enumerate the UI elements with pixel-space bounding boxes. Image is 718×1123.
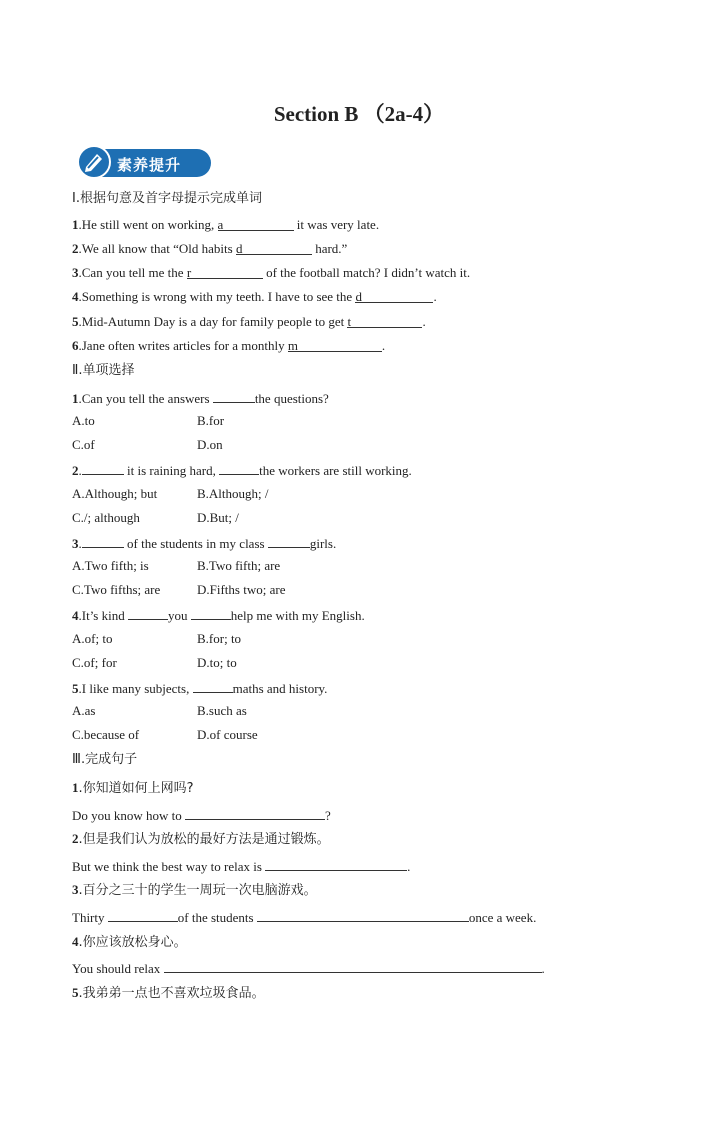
option-b[interactable]: B.for; to — [197, 631, 242, 646]
item-text: .Can you tell me the — [78, 265, 187, 280]
hint-letter: d — [235, 241, 243, 256]
answer-blank[interactable] — [164, 959, 542, 973]
option-row — [72, 437, 223, 453]
part1-heading: Ⅰ.根据句意及首字母提示完成单词 — [72, 191, 262, 206]
answer-blank[interactable] — [355, 289, 433, 303]
chinese-text: .百分之三十的学生一周玩一次电脑游戏。 — [78, 883, 317, 898]
banner-label: 素养提升 — [117, 156, 182, 174]
stem-text: of the students in my class — [123, 536, 268, 551]
hint-letter: d — [355, 289, 362, 304]
hint-letter: a — [217, 217, 224, 232]
option-row — [72, 413, 225, 429]
item-number: 6 — [72, 338, 79, 353]
part1-item — [72, 217, 379, 233]
sentence-text: Do you know how to — [72, 808, 186, 823]
answer-blank[interactable] — [268, 534, 310, 548]
question-number: 3 — [72, 536, 79, 551]
item-number: 3 — [72, 265, 79, 280]
chinese-text: .你应该放松身心。 — [78, 935, 187, 950]
hint-letter: t — [347, 314, 352, 329]
option-c[interactable]: C.of — [72, 437, 95, 452]
option-row — [72, 486, 269, 502]
option-row — [72, 582, 286, 598]
chinese-prompt — [72, 882, 317, 899]
item-text: .Jane often writes articles for a monthly — [78, 338, 288, 353]
option-a[interactable]: A.of; to — [72, 631, 113, 646]
answer-blank[interactable] — [185, 806, 325, 820]
stem-text: maths and history. — [232, 681, 328, 696]
option-d[interactable]: D.on — [197, 437, 223, 452]
answer-blank[interactable] — [187, 265, 263, 279]
section-banner — [77, 145, 211, 179]
part1-item — [72, 241, 347, 257]
option-a[interactable]: A.Two fifth; is — [72, 558, 149, 573]
stem-text: .I like many subjects, — [78, 681, 193, 696]
stem-text: you — [167, 608, 191, 623]
english-sentence — [72, 908, 536, 926]
item-text: . — [433, 289, 437, 304]
chinese-text: .我弟弟一点也不喜欢垃圾食品。 — [78, 986, 265, 1001]
option-a[interactable]: A.Although; but — [72, 486, 158, 501]
item-number: 2 — [72, 831, 79, 846]
hint-letter: r — [186, 265, 192, 280]
question-stem — [72, 679, 327, 697]
option-c[interactable]: C.because of — [72, 727, 140, 742]
part1-item — [72, 314, 426, 330]
option-row — [72, 727, 258, 743]
option-row — [72, 558, 281, 574]
part3-heading: Ⅲ.完成句子 — [72, 752, 138, 767]
option-c[interactable]: C.of; for — [72, 655, 117, 670]
chinese-prompt — [72, 831, 330, 848]
option-d[interactable]: D.But; / — [197, 510, 239, 525]
pen-badge-icon — [77, 145, 111, 179]
item-text: .We all know that “Old habits — [78, 241, 236, 256]
item-number: 1 — [72, 780, 79, 795]
english-sentence — [72, 857, 410, 875]
answer-blank[interactable] — [108, 908, 178, 922]
item-text: .Mid-Autumn Day is a day for family people to get — [78, 314, 348, 329]
hint-letter: m — [287, 338, 299, 353]
option-c[interactable]: C./; although — [72, 510, 140, 525]
answer-blank[interactable] — [347, 314, 422, 328]
item-number: 5 — [72, 985, 79, 1000]
sentence-text: . — [541, 961, 545, 976]
answer-blank[interactable] — [193, 679, 233, 693]
answer-blank[interactable] — [191, 606, 231, 620]
stem-text: .Can you tell the answers — [78, 391, 213, 406]
stem-text: . — [78, 463, 82, 478]
part1-item — [72, 338, 385, 354]
question-number: 2 — [72, 463, 79, 478]
answer-blank[interactable] — [257, 908, 469, 922]
answer-blank[interactable] — [82, 534, 124, 548]
sentence-text: But we think the best way to relax is — [72, 859, 266, 874]
item-text: .Something is wrong with my teeth. I have to see the — [78, 289, 356, 304]
option-d[interactable]: D.of course — [197, 727, 258, 742]
chinese-prompt — [72, 934, 187, 951]
chinese-text: .你知道如何上网吗? — [78, 781, 194, 796]
question-stem — [72, 389, 329, 407]
sentence-text: ? — [325, 808, 331, 823]
item-text: .He still went on working, — [78, 217, 218, 232]
item-text: hard.” — [311, 241, 348, 256]
item-number: 1 — [72, 217, 79, 232]
item-number: 3 — [72, 882, 79, 897]
chinese-text: .但是我们认为放松的最好方法是通过锻炼。 — [78, 832, 330, 847]
item-number: 4 — [72, 934, 79, 949]
stem-text: .It’s kind — [78, 608, 128, 623]
stem-text: help me with my English. — [230, 608, 365, 623]
answer-blank[interactable] — [236, 241, 312, 255]
option-row — [72, 703, 247, 719]
option-a[interactable]: A.to — [72, 413, 95, 428]
item-text: . — [381, 338, 386, 353]
item-number: 4 — [72, 289, 79, 304]
english-sentence — [72, 806, 331, 824]
chinese-prompt — [72, 985, 265, 1002]
sentence-text: . — [407, 859, 411, 874]
answer-blank[interactable] — [288, 338, 382, 352]
question-stem — [72, 534, 336, 552]
stem-text: . — [78, 536, 82, 551]
answer-blank[interactable] — [82, 461, 124, 475]
item-text: of the football match? I didn’t watch it. — [262, 265, 471, 280]
stem-text: the questions? — [254, 391, 329, 406]
option-row — [72, 510, 239, 526]
question-stem — [72, 606, 365, 624]
option-b[interactable]: B.for — [197, 413, 225, 428]
sentence-text: Thirty — [72, 910, 108, 925]
page-title: Section B （2a-4） — [273, 102, 445, 126]
stem-text: it is raining hard, — [123, 463, 220, 478]
stem-text: girls. — [309, 536, 337, 551]
option-b[interactable]: B.Two fifth; are — [197, 558, 281, 573]
part1-item — [72, 289, 437, 305]
option-a[interactable]: A.as — [72, 703, 96, 718]
question-number: 5 — [72, 681, 79, 696]
option-b[interactable]: B.Although; / — [197, 486, 269, 501]
item-text: . — [422, 314, 426, 329]
part2-heading: Ⅱ.单项选择 — [72, 363, 135, 378]
sentence-text: once a week. — [468, 910, 537, 925]
chinese-prompt — [72, 780, 194, 797]
answer-blank[interactable] — [219, 461, 259, 475]
question-stem — [72, 461, 412, 479]
option-row — [72, 631, 242, 647]
answer-blank[interactable] — [128, 606, 168, 620]
option-row — [72, 655, 237, 671]
item-number: 2 — [72, 241, 79, 256]
question-number: 1 — [72, 391, 79, 406]
option-c[interactable]: C.Two fifths; are — [72, 582, 161, 597]
stem-text: the workers are still working. — [259, 463, 412, 478]
answer-blank[interactable] — [265, 857, 407, 871]
part1-item — [72, 265, 470, 281]
option-d[interactable]: D.to; to — [197, 655, 237, 670]
option-d[interactable]: D.Fifths two; are — [197, 582, 286, 597]
english-sentence — [72, 959, 545, 977]
answer-blank[interactable] — [213, 389, 255, 403]
sentence-text: of the students — [177, 910, 257, 925]
item-number: 5 — [72, 314, 79, 329]
question-number: 4 — [72, 608, 79, 623]
item-text: it was very late. — [293, 217, 380, 232]
answer-blank[interactable] — [218, 217, 294, 231]
option-b[interactable]: B.such as — [197, 703, 247, 718]
sentence-text: You should relax — [72, 961, 164, 976]
